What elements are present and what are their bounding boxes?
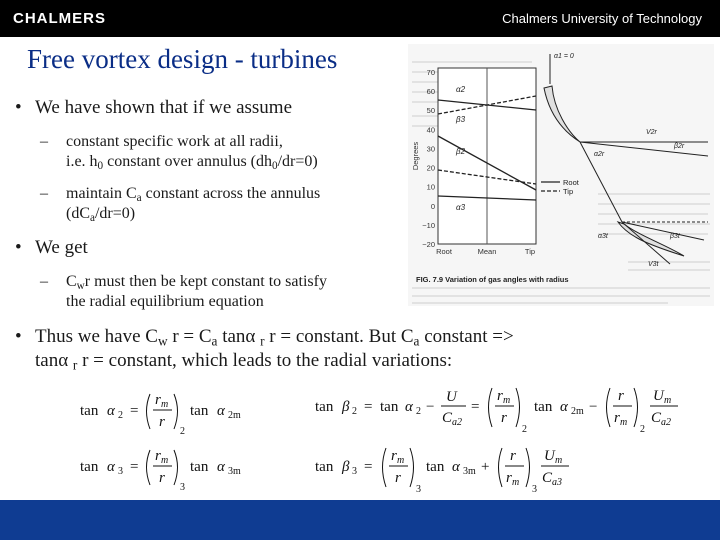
paren-right-icon [526,448,530,487]
svg-text:tan: tan [190,459,209,475]
svg-text:α: α [217,459,225,475]
svg-text:3m: 3m [228,466,241,477]
svg-text:tan: tan [315,399,334,415]
equation-block [0,374,720,498]
paren-right-icon [634,388,638,427]
svg-text:2: 2 [118,410,123,421]
svg-text:α: α [560,399,568,415]
svg-text:2m: 2m [228,410,241,421]
y-axis-label: Degrees [411,141,420,171]
svg-text:tan: tan [534,399,553,415]
y-tick-label: 10 [426,182,435,192]
svg-text:m: m [620,417,628,428]
svg-text:Mean: Mean [477,247,497,256]
y-tick-label: 70 [426,68,435,77]
svg-text:=: = [130,403,139,419]
svg-text:m: m [161,455,169,466]
svg-text:=: = [471,399,480,415]
dash-icon: – [40,185,48,202]
svg-text:α3: α3 [456,203,466,212]
svg-text:r: r [501,410,507,426]
bullet-dot-icon: • [15,237,22,258]
y-tick-label: 40 [426,125,435,135]
svg-text:m: m [161,399,169,410]
paren-left-icon [499,448,503,487]
svg-text:α3t: α3t [598,233,608,240]
svg-text:3: 3 [352,466,357,477]
gas-angle-figure [408,44,714,306]
paren-right-icon [516,388,520,427]
slide-title: Free vortex design - turbines [27,44,338,74]
svg-text:3: 3 [416,484,421,495]
svg-text:α2r: α2r [594,151,605,158]
svg-text:2: 2 [522,424,527,435]
svg-text:=: = [130,459,139,475]
svg-text:V3t: V3t [648,261,659,268]
svg-text:α: α [405,399,413,415]
svg-text:U: U [544,448,555,464]
equation-alpha2 [80,392,241,437]
svg-text:m: m [512,477,520,488]
svg-text:tan: tan [380,399,399,415]
svg-text:r: r [506,470,512,486]
svg-text:+: + [481,459,490,475]
bullet-dot-icon: • [15,97,22,118]
dash-icon: – [40,133,48,150]
paren-left-icon [489,388,493,427]
svg-text:r: r [155,448,161,464]
svg-text:α: α [107,459,115,475]
svg-text:β2: β2 [456,147,466,156]
svg-text:r: r [155,392,161,408]
svg-text:α2: α2 [456,85,466,94]
header-bar [0,0,720,37]
svg-text:C: C [442,410,453,426]
svg-text:α1 = 0: α1 = 0 [554,53,574,60]
svg-text:tan: tan [80,459,99,475]
svg-text:3m: 3m [463,466,476,477]
paren-left-icon [607,388,611,427]
svg-text:C: C [542,470,553,486]
y-tick-label: −20 [422,240,435,249]
svg-text:2: 2 [416,406,421,417]
svg-text:tan: tan [426,459,445,475]
svg-text:m: m [397,455,405,466]
y-tick-label: 60 [426,87,435,97]
svg-text:β3t: β3t [670,233,680,240]
equation-alpha3 [80,448,241,493]
equation-beta2 [315,388,678,435]
svg-text:2: 2 [180,426,185,437]
svg-text:m: m [664,395,672,406]
svg-text:r: r [618,388,624,404]
svg-text:r: r [391,448,397,464]
svg-text:2: 2 [352,406,357,417]
svg-text:r: r [510,448,516,464]
paren-right-icon [410,448,414,487]
svg-text:tan: tan [315,459,334,475]
svg-text:−: − [426,399,435,415]
svg-text:−: − [589,399,598,415]
svg-text:a3: a3 [552,477,562,488]
paren-right-icon [174,450,178,485]
y-tick-label: 20 [426,163,435,173]
university-name: Chalmers University of Technology [502,11,702,26]
svg-text:2m: 2m [571,406,584,417]
svg-text:β2r: β2r [674,143,685,150]
svg-text:r: r [614,410,620,426]
svg-text:β: β [342,459,350,475]
svg-text:α: α [452,459,460,475]
y-tick-label: 50 [426,106,435,116]
svg-text:a2: a2 [661,417,671,428]
svg-text:r: r [159,470,165,486]
figure-caption: FIG. 7.9 Variation of gas angles with radius [416,275,569,284]
equation-beta3 [315,448,569,495]
svg-text:U: U [446,389,457,405]
svg-text:r: r [497,388,503,404]
y-tick-label: −10 [422,220,435,230]
svg-text:m: m [503,395,511,406]
dash-icon: – [40,273,48,290]
svg-text:3: 3 [532,484,537,495]
chalmers-logo: CHALMERS [13,10,106,27]
svg-text:α: α [107,403,115,419]
y-tick-label: 0 [430,201,435,211]
svg-text:Root: Root [563,178,579,187]
svg-text:3: 3 [180,482,185,493]
svg-text:r: r [395,470,401,486]
paren-left-icon [147,450,151,485]
y-tick-label: 30 [426,144,435,154]
svg-text:tan: tan [80,403,99,419]
svg-text:β3: β3 [456,115,466,124]
svg-text:=: = [364,459,373,475]
svg-text:Tip: Tip [524,247,536,256]
svg-text:3: 3 [118,466,123,477]
svg-text:Tip: Tip [563,187,574,196]
paren-left-icon [383,448,387,487]
svg-text:α: α [217,403,225,419]
svg-text:a2: a2 [452,417,462,428]
svg-text:U: U [653,388,664,404]
svg-text:=: = [364,399,373,415]
paren-right-icon [174,394,178,429]
svg-text:m: m [555,455,563,466]
footer-bar [0,500,720,540]
svg-text:β: β [342,399,350,415]
svg-text:tan: tan [190,403,209,419]
svg-text:V2r: V2r [646,129,657,136]
paren-left-icon [147,394,151,429]
svg-text:r: r [159,414,165,430]
svg-text:2: 2 [640,424,645,435]
svg-text:Root: Root [436,247,452,256]
bullet-dot-icon: • [15,326,22,347]
svg-text:C: C [651,410,662,426]
